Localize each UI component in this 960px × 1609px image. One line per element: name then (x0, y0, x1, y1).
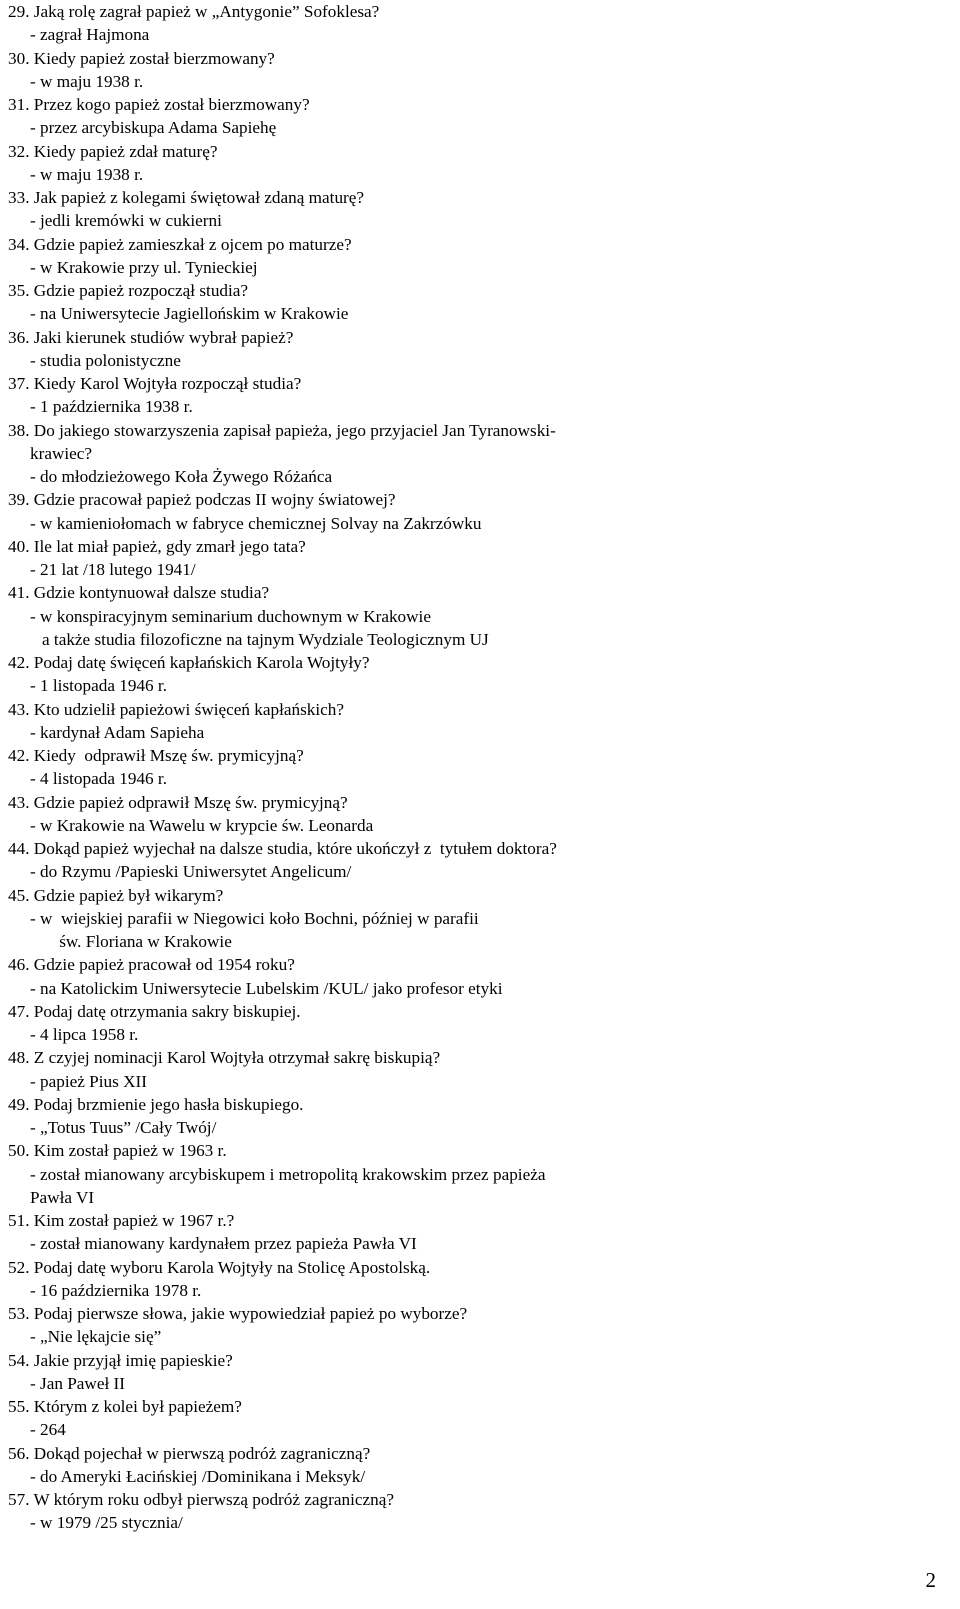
question-line: 57. W którym roku odbył pierwszą podróż zagraniczną? (8, 1490, 394, 1509)
question-line: 36. Jaki kierunek studiów wybrał papież? (8, 327, 294, 347)
answer-line: - na Katolickim Uniwersytecie Lubelskim /KUL/ jako profesor etyki (30, 978, 503, 998)
answer-line: - został mianowany kardynałem przez papieża Pawła VI (30, 1234, 417, 1254)
answer-line: - 1 listopada 1946 r. (30, 676, 168, 696)
answer-line: - do Ameryki Łacińskiej /Dominikana i Meksyk/ (30, 1466, 366, 1486)
question-line: 43. Gdzie papież odprawił Mszę św. prymicyjną? (8, 792, 348, 812)
question-line: 56. Dokąd pojechał w pierwszą podróż zagraniczną? (8, 1443, 371, 1463)
question-line: 46. Gdzie papież pracował od 1954 roku? (8, 955, 295, 975)
answer-line: - jedli kremówki w cukierni (30, 211, 222, 231)
question-line: 31. Przez kogo papież został bierzmowany? (8, 95, 310, 114)
answer-line: - 21 lat /18 lutego 1941/ (30, 560, 196, 579)
answer-line: - studia polonistyczne (30, 350, 181, 370)
question-line: 34. Gdzie papież zamieszkał z ojcem po maturze? (8, 234, 352, 254)
question-line: 55. Którym z kolei był papieżem? (8, 1397, 242, 1416)
answer-continuation-line: św. Floriana w Krakowie (42, 932, 232, 951)
question-line: 45. Gdzie papież był wikarym? (8, 885, 224, 905)
question-line: 37. Kiedy Karol Wojtyła rozpoczął studia? (8, 374, 302, 393)
document-body (8, 0, 938, 1535)
answer-line: - do Rzymu /Papieski Uniwersytet Angelicum/ (30, 862, 352, 882)
question-line: 39. Gdzie pracował papież podczas II wojny światowej? (8, 490, 396, 510)
answer-line: - 4 lipca 1958 r. (30, 1025, 139, 1044)
answer-line: - został mianowany arcybiskupem i metropolitą krakowskim przez papieża (30, 1164, 546, 1184)
answer-line: - kardynał Adam Sapieha (30, 722, 205, 742)
answer-line: - 1 października 1938 r. (30, 397, 193, 417)
wrapped-line: Pawła VI (30, 1187, 95, 1207)
question-line: 30. Kiedy papież został bierzmowany? (8, 48, 275, 68)
answer-line: - w maju 1938 r. (30, 164, 144, 184)
answer-line: - papież Pius XII (30, 1071, 147, 1091)
question-line: 44. Dokąd papież wyjechał na dalsze studia, które ukończył z tytułem doktora? (8, 839, 557, 858)
answer-line: - do młodzieżowego Koła Żywego Różańca (30, 467, 333, 486)
page-number: 2 (925, 1568, 936, 1592)
answer-line: - 4 listopada 1946 r. (30, 769, 168, 789)
question-line: 49. Podaj brzmienie jego hasła biskupiego. (8, 1094, 304, 1114)
answer-line: - 16 października 1978 r. (30, 1280, 202, 1300)
answer-continuation-line: a także studia filozoficzne na tajnym Wydziale Teologicznym UJ (42, 629, 489, 649)
answer-line: - w maju 1938 r. (30, 71, 144, 91)
answer-line: - „Totus Tuus” /Cały Twój/ (30, 1118, 217, 1137)
question-line: 52. Podaj datę wyboru Karola Wojtyły na Stolicę Apostolską. (8, 1257, 431, 1277)
answer-line: - w 1979 /25 stycznia/ (30, 1513, 183, 1533)
question-line: 32. Kiedy papież zdał maturę? (8, 141, 218, 161)
question-line: 29. Jaką rolę zagrał papież w „Antygonie” Sofoklesa? (8, 2, 380, 21)
question-line: 40. Ile lat miał papież, gdy zmarł jego tata? (8, 536, 306, 556)
question-line: 47. Podaj datę otrzymania sakry biskupiej. (8, 1001, 301, 1021)
answer-line: - na Uniwersytecie Jagiellońskim w Krakowie (30, 304, 349, 324)
answer-line: - w wiejskiej parafii w Niegowici koło Bochni, później w parafii (30, 908, 479, 928)
wrapped-line: krawiec? (30, 443, 93, 463)
answer-line: - w Krakowie na Wawelu w krypcie św. Leonarda (30, 815, 374, 835)
question-line: 48. Z czyjej nominacji Karol Wojtyła otrzymał sakrę biskupią? (8, 1048, 441, 1068)
question-line: 42. Podaj datę święceń kapłańskich Karola Wojtyły? (8, 653, 370, 672)
question-line: 53. Podaj pierwsze słowa, jakie wypowiedział papież po wyborze? (8, 1304, 468, 1323)
question-line: 42. Kiedy odprawił Mszę św. prymicyjną? (8, 746, 304, 765)
answer-line: - Jan Paweł II (30, 1373, 125, 1393)
answer-line: - zagrał Hajmona (30, 25, 150, 45)
question-line: 54. Jakie przyjął imię papieskie? (8, 1350, 233, 1370)
answer-line: - w konspiracyjnym seminarium duchownym w Krakowie (30, 606, 431, 626)
question-line: 33. Jak papież z kolegami świętował zdaną maturę? (8, 188, 365, 207)
answer-line: - w Krakowie przy ul. Tynieckiej (30, 257, 258, 277)
answer-line: - 264 (30, 1420, 66, 1440)
question-line: 38. Do jakiego stowarzyszenia zapisał papieża, jego przyjaciel Jan Tyranowski- (8, 420, 556, 440)
answer-line: - „Nie lękajcie się” (30, 1327, 162, 1347)
answer-line: - w kamieniołomach w fabryce chemicznej Solvay na Zakrzówku (30, 513, 482, 533)
question-line: 43. Kto udzielił papieżowi święceń kapłańskich? (8, 699, 345, 719)
question-line: 51. Kim został papież w 1967 r.? (8, 1211, 235, 1230)
question-line: 50. Kim został papież w 1963 r. (8, 1141, 227, 1161)
question-line: 41. Gdzie kontynuował dalsze studia? (8, 583, 270, 603)
answer-line: - przez arcybiskupa Adama Sapiehę (30, 118, 277, 138)
question-line: 35. Gdzie papież rozpoczął studia? (8, 281, 249, 300)
